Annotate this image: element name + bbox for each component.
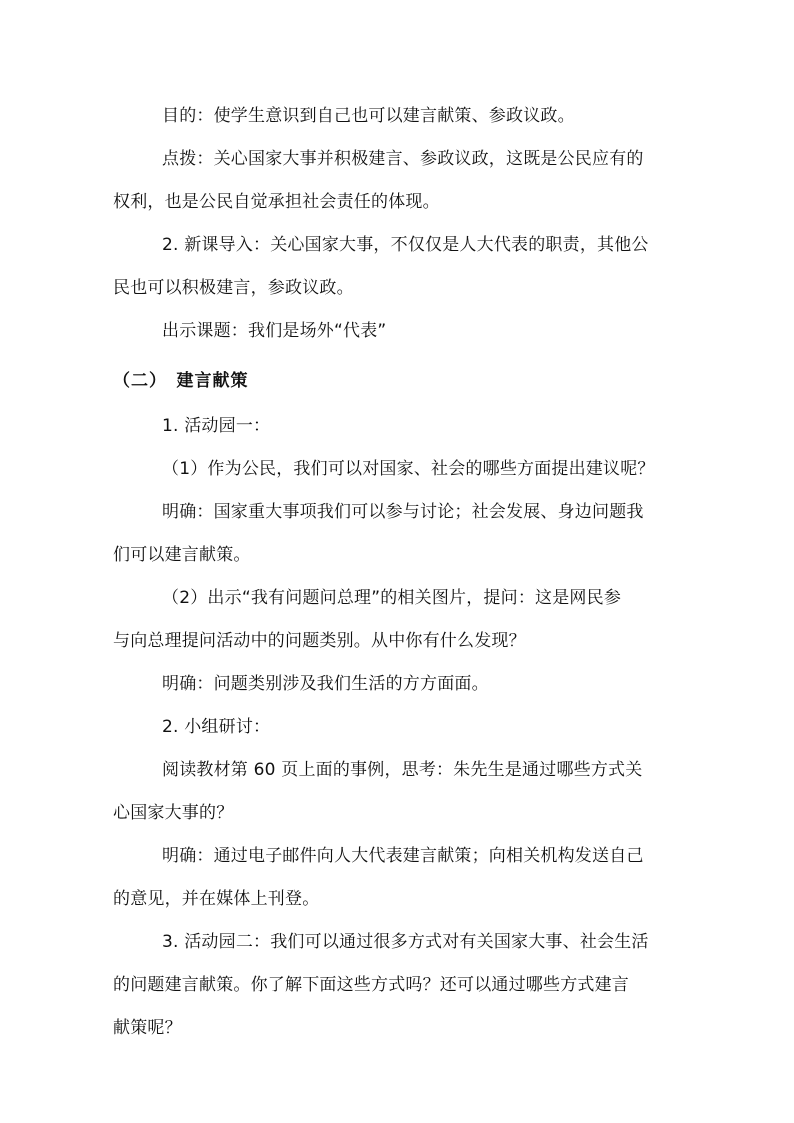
intro-line-2: 民也可以积极建言，参政议政。 [113,278,354,298]
reading-line-1: 阅读教材第 60 页上面的事例，思考：朱先生是通过哪些方式关 [162,760,643,780]
answer-1-line-1: 明确：国家重大事项我们可以参与讨论；社会发展、身边问题我 [162,502,644,522]
topic-line: 出示课题：我们是场外“代表” [162,321,387,341]
hint-line-1: 点拨：关心国家大事并积极建言、参政议政，这既是公民应有的 [162,149,644,169]
answer-2-line: 明确：问题类别涉及我们生活的方方面面。 [162,674,489,694]
purpose-line: 目的：使学生意识到自己也可以建言献策、参政议政。 [162,106,575,126]
question-2-line-2: 与向总理提问活动中的问题类别。从中你有什么发现？ [113,631,526,651]
intro-line-1: 2. 新课导入：关心国家大事，不仅仅是人大代表的职责，其他公 [162,235,649,255]
answer-3-line-1: 明确：通过电子邮件向人大代表建言献策；向相关机构发送自己 [162,846,644,866]
activity-two-line-3: 献策呢？ [113,1018,182,1038]
activity-one-title: 1. 活动园一： [162,416,271,436]
question-1-line: （1）作为公民，我们可以对国家、社会的哪些方面提出建议呢？ [162,459,655,479]
answer-1-line-2: 们可以建言献策。 [113,545,251,565]
activity-two-line-2: 的问题建言献策。你了解下面这些方式吗？还可以通过哪些方式建言 [113,975,629,995]
hint-line-2: 权利，也是公民自觉承担社会责任的体现。 [113,192,440,212]
group-discussion-title: 2. 小组研讨： [162,717,271,737]
reading-line-2: 心国家大事的？ [113,803,234,823]
activity-two-line-1: 3. 活动园二：我们可以通过很多方式对有关国家大事、社会生活 [162,932,649,952]
section-heading: （二） 建言献策 [113,371,249,391]
question-2-line-1: （2）出示“我有问题问总理”的相关图片，提问：这是网民参 [162,588,622,608]
answer-3-line-2: 的意见，并在媒体上刊登。 [113,889,320,909]
